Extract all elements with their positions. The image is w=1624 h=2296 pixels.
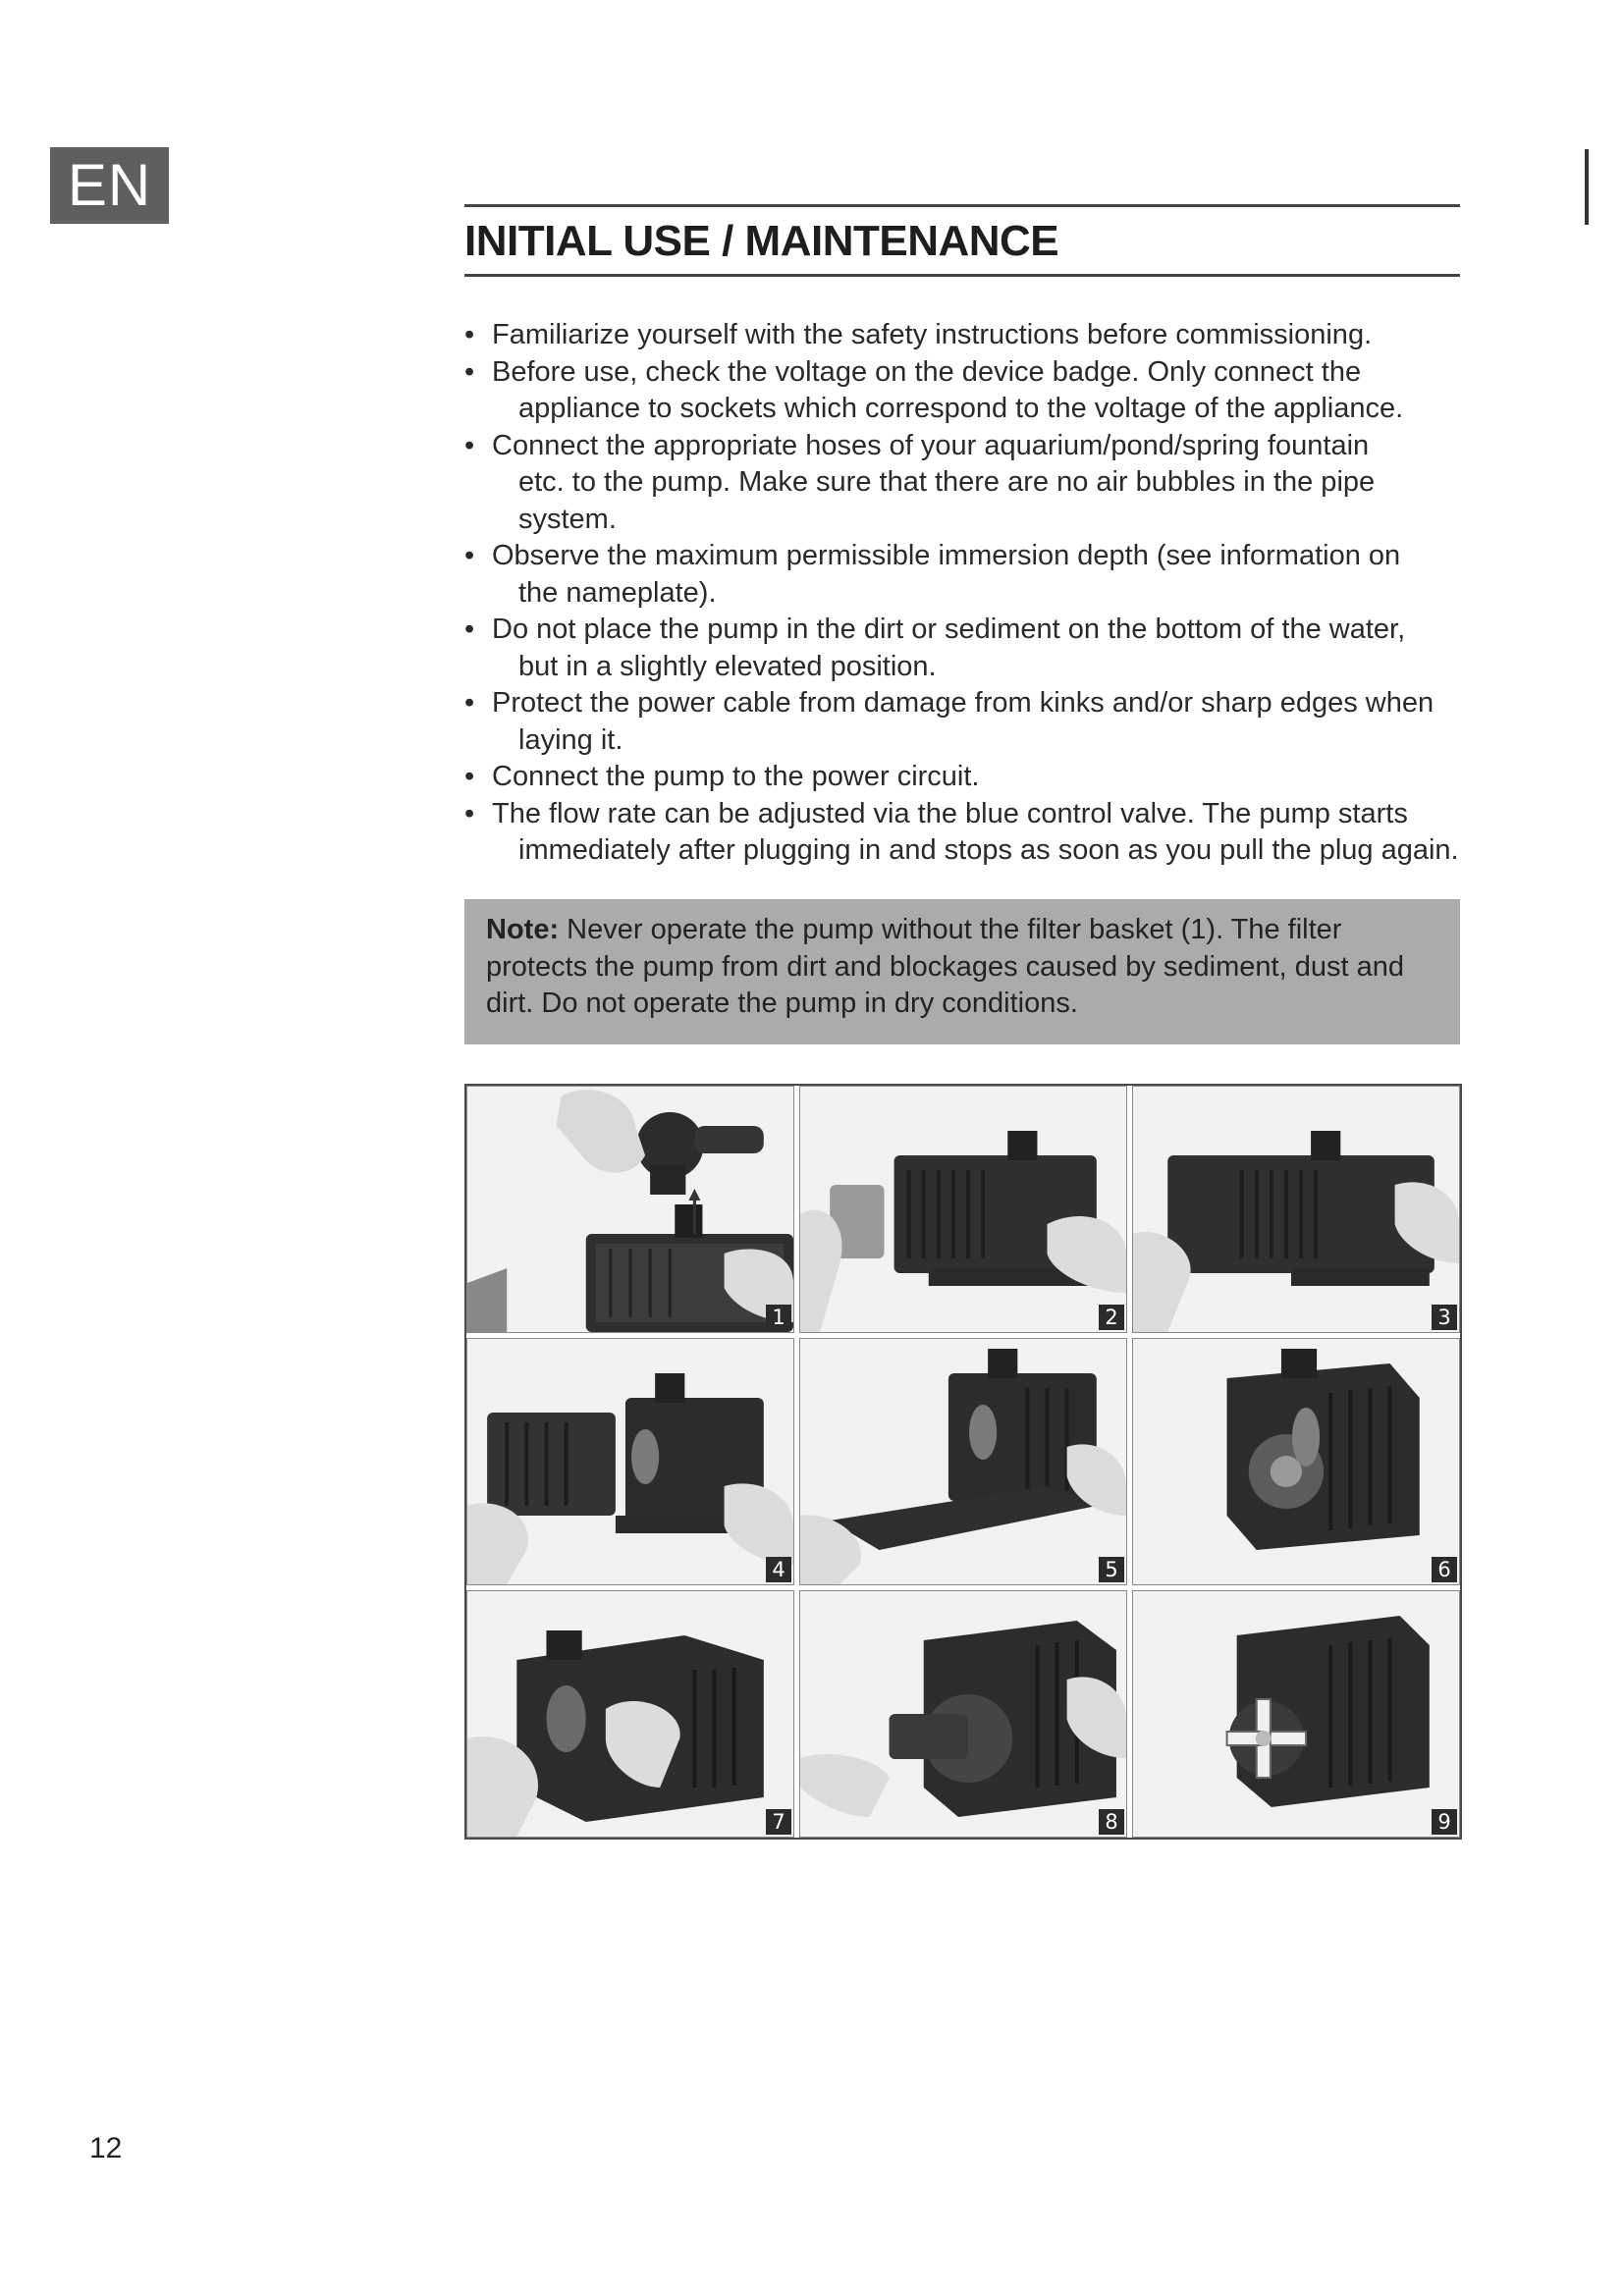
- list-item: • Observe the maximum permissible immersion depth (see information on the nameplate).: [464, 540, 1401, 609]
- page-title: INITIAL USE / MAINTENANCE: [464, 217, 1059, 265]
- step-number: 3: [1432, 1305, 1457, 1330]
- step-number: 2: [1099, 1305, 1124, 1330]
- bullet-icon: •: [464, 761, 475, 792]
- step-photo: [799, 1338, 1127, 1585]
- step-number: 9: [1432, 1809, 1457, 1835]
- bullet-icon: •: [464, 614, 475, 645]
- bullet-icon: •: [464, 319, 475, 350]
- step-photo: [466, 1086, 794, 1333]
- list-item: • Before use, check the voltage on the device badge. Only connect the appliance to sockets which correspond to the voltage of the appliance.: [464, 355, 1404, 424]
- impeller-pull-image: [800, 1591, 1126, 1837]
- step-photo: [1132, 1590, 1460, 1838]
- list-item: • Connect the pump to the power circuit.: [464, 759, 1460, 796]
- step-number: 7: [766, 1809, 791, 1835]
- step-photo: [799, 1590, 1127, 1838]
- step-number: 4: [766, 1557, 791, 1582]
- step-photo: [1132, 1338, 1460, 1585]
- pump-housing-image: [1133, 1087, 1459, 1332]
- assembly-photo-grid: [464, 1084, 1462, 1840]
- step-number: 1: [766, 1305, 791, 1330]
- note-text: Never operate the pump without the filter basket (1). The filter protects the pump from dirt and blockages caused by sediment, dust and dirt. Do not operate the pump in dry conditions.: [486, 914, 1404, 1019]
- list-item: • The flow rate can be adjusted via the blue control valve. The pump starts immediately after plugging in and stops as soon as you pull the plug again.: [464, 797, 1459, 866]
- step-number: 8: [1099, 1809, 1124, 1835]
- note-label: Note:: [486, 914, 560, 945]
- list-item: • Protect the power cable from damage from kinks and/or sharp edges when laying it.: [464, 687, 1435, 756]
- bullet-icon: •: [464, 429, 475, 461]
- bullet-icon: •: [464, 687, 475, 719]
- front-cover-removal-image: [467, 1339, 793, 1584]
- step-photo: [466, 1590, 794, 1838]
- bullet-icon: •: [464, 797, 475, 829]
- filter-basket-removal-image: [800, 1087, 1126, 1332]
- step-photo: [466, 1338, 794, 1585]
- list-item: • Do not place the pump in the dirt or sediment on the bottom of the water, but in a slightly elevated position.: [464, 614, 1406, 682]
- list-item: • Familiarize yourself with the safety instructions before commissioning.: [464, 317, 1460, 354]
- bullet-icon: •: [464, 355, 475, 388]
- edge-marker: [1585, 149, 1589, 225]
- page-number: 12: [89, 2132, 123, 2164]
- base-plate-removal-image: [800, 1339, 1126, 1584]
- step-photo: [799, 1086, 1127, 1333]
- pump-chamber-image: [1133, 1339, 1459, 1584]
- title-rule-bottom: [464, 274, 1460, 277]
- list-item: • Connect the appropriate hoses of your aquarium/pond/spring fountain etc. to the pump. Make sure that there are no air bubbles in the pipe system.: [464, 429, 1376, 535]
- impeller-removed-image: [1133, 1591, 1459, 1837]
- step-number: 5: [1099, 1557, 1124, 1582]
- bullet-icon: •: [464, 540, 475, 571]
- impeller-cover-removal-image: [467, 1591, 793, 1837]
- pump-outlet-removal-image: [467, 1087, 793, 1332]
- language-badge: EN: [50, 147, 169, 224]
- note-box: [464, 899, 1460, 1044]
- instruction-list: [464, 317, 1460, 870]
- step-number: 6: [1432, 1557, 1457, 1582]
- step-photo: [1132, 1086, 1460, 1333]
